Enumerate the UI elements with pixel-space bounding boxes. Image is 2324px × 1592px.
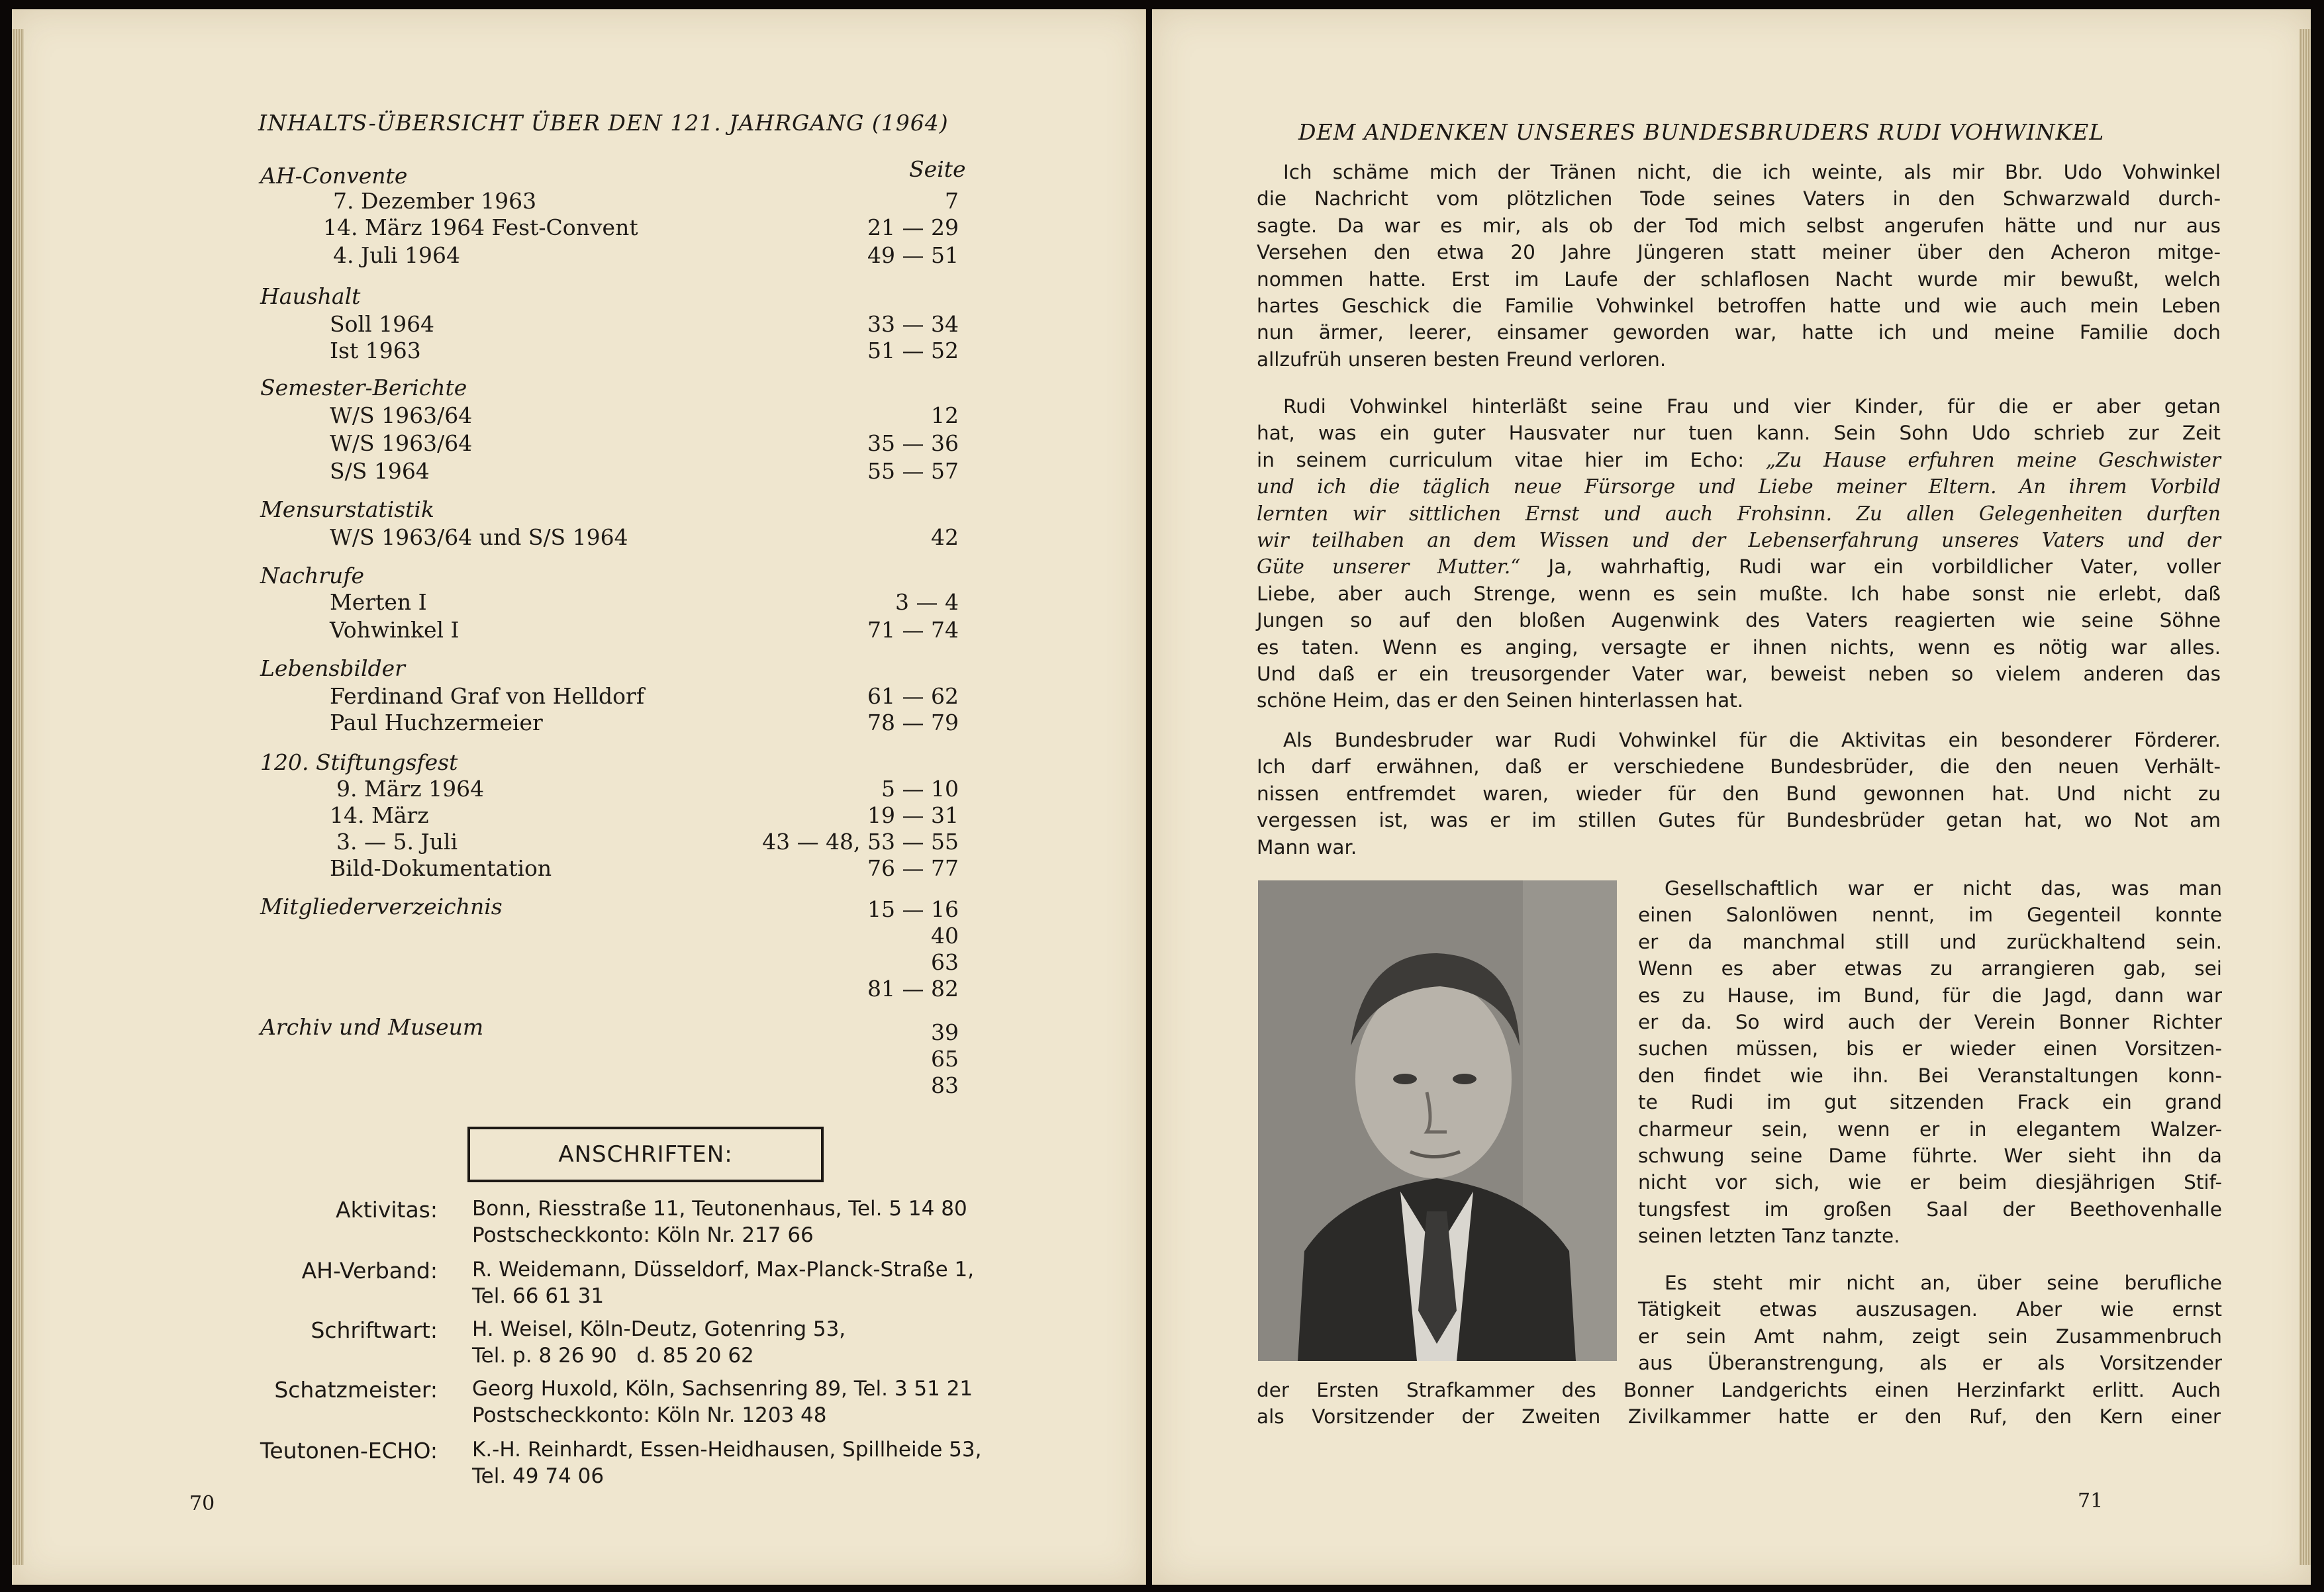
toc-entry-pages: 63 [931,949,959,975]
toc-entry-pages: 81 — 82 [867,976,959,1002]
page-number: 70 [189,1492,215,1515]
portrait-photo [1258,880,1617,1361]
toc-entry: S/S 1964 [330,458,430,484]
text-line: er da. So wird auch der Verein Bonner Richter [1638,1011,2222,1034]
toc-section-title: Semester-Berichte [260,375,467,400]
page-edge [12,29,24,1565]
page-edge [2299,29,2311,1565]
text-line: Ich schäme mich der Tränen nicht, die ich weinte, als mir Bbr. Udo Vohwinkel [1283,161,2221,183]
toc-entry-pages: 3 — 4 [895,589,959,615]
text-line: Liebe, aber auch Strenge, wenn es sein mußte. Ich habe sonst nie erlebt, daß [1257,582,2221,605]
toc-entry-pages: 76 — 77 [867,855,959,881]
toc-entry: W/S 1963/64 und S/S 1964 [330,524,628,550]
text-line: te Rudi im gut sitzenden Frack ein grand [1638,1091,2222,1114]
toc-entry-pages: 35 — 36 [867,430,959,456]
text-line: Als Bundesbruder war Rudi Vohwinkel für die Aktivitas ein besonderer Förderer. [1283,729,2221,751]
text-line: es taten. Wenn es anging, versagte er ihnen nichts, wenn es nötig war alles. [1257,635,2221,659]
toc-section-title: Mensurstatistik [260,496,434,522]
paragraph [1257,1377,2221,1430]
toc-section-title: Haushalt [260,283,361,309]
address-line: Tel. 49 74 06 [472,1464,605,1488]
toc-section-title: AH-Convente [260,163,408,189]
text-line: er sein Amt nahm, zeigt sein Zusammenbruch [1638,1325,2222,1348]
seite-label: Seite [909,156,966,182]
toc-entry-pages: 78 — 79 [867,710,959,735]
toc-entry-pages: 5 — 10 [881,776,959,802]
toc-entry: Ist 1963 [330,338,421,363]
toc-running-head: INHALTS-ÜBERSICHT ÜBER DEN 121. JAHRGANG (1964) [258,110,949,136]
toc-entry-pages: 42 [931,524,959,550]
text-line: vergessen ist, was er im stillen Gutes für Bundesbrüder getan hat, wo Not am [1257,809,2221,832]
left-page [12,9,1146,1585]
paragraph [1257,159,2221,373]
toc-entry-pages: 19 — 31 [867,802,959,828]
address-line: Tel. 66 61 31 [472,1284,605,1308]
text-line: als Vorsitzender der Zweiten Zivilkammer hatte er den Ruf, den Kern einer [1257,1405,2221,1428]
toc-section-title: 120. Stiftungsfest [260,749,458,775]
text-line: Rudi Vohwinkel hinterläßt seine Frau und vier Kinder, für die er aber getan [1283,395,2221,418]
portrait-illustration [1258,880,1617,1361]
toc-entry-pages: 51 — 52 [867,338,959,363]
toc-entry-pages: 49 — 51 [867,242,959,268]
toc-entry: 7. Dezember 1963 [333,188,537,214]
text-line: charmeur sein, wenn er in elegantem Walzer- [1638,1117,2222,1141]
toc-entry: Merten I [330,589,427,615]
toc-entry-pages: 7 [945,188,959,214]
text-line: Es steht mir nicht an, über seine berufliche [1665,1272,2222,1294]
toc-entry-pages: 21 — 29 [867,214,959,240]
text-line: nommen hatte. Erst im Laufe der schlaflosen Nacht wurde mir bewußt, welch [1257,267,2221,291]
address-label: Aktivitas: [336,1197,438,1223]
toc-entry: Paul Huchzermeier [330,710,543,735]
text-line: nissen entfremdet waren, wieder für den Bund gewonnen hat. Und nicht zu [1257,782,2221,805]
toc-entry: W/S 1963/64 [330,402,473,428]
text-line: aus Überanstrengung, als er als Vorsitzender [1638,1352,2222,1375]
toc-entry-pages: 40 [931,923,959,949]
text-line: er da manchmal still und zurückhaltend sein. [1638,930,2222,953]
quote-line: lernten wir sittlichen Ernst und auch Frohsinn. Zu allen Gelegenheiten durften [1257,502,2221,525]
text-line: suchen müssen, bis er wieder einen Vorsitzen- [1638,1037,2222,1060]
toc-entry: Ferdinand Graf von Helldorf [330,683,645,709]
address-line: H. Weisel, Köln-Deutz, Gotenring 53, [472,1317,846,1341]
address-line: R. Weidemann, Düsseldorf, Max-Planck-Straße 1, [472,1258,975,1282]
text-line: hat, was ein guter Hausvater nur tuen kann. Sein Sohn Udo schrieb zur Zeit [1257,422,2221,445]
text-line: Gesellschaftlich war er nicht das, was man [1665,877,2222,900]
paragraph [1257,727,2221,861]
text-line: Mann war. [1257,835,1357,859]
address-label: Schriftwart: [311,1317,438,1343]
address-line: K.-H. Reinhardt, Essen-Heidhausen, Spillheide 53, [472,1438,982,1462]
quote-line: wir teilhaben an dem Wissen und der Lebenserfahrung unseres Vaters und der [1257,529,2221,552]
paragraph [1257,393,2221,714]
text-line: hartes Geschick die Familie Vohwinkel betroffen hatte und wie auch mein Leben [1257,295,2221,318]
text-line: nicht vor sich, wie er beim diesjährigen Stif- [1638,1171,2222,1194]
text-line: schwung seine Dame führte. Wer sieht ihn da [1638,1145,2222,1168]
toc-entry: Bild-Dokumentation [330,855,552,881]
toc-entry: Soll 1964 [330,311,435,337]
text-line [1257,447,2221,473]
address-line: Tel. p. 8 26 90 d. 85 20 62 [472,1344,754,1368]
text-line: es zu Hause, im Bund, für die Jagd, dann war [1638,984,2222,1007]
text-line: Jungen so auf den bloßen Augenwink des Vaters reagierten wie seine Söhne [1257,609,2221,632]
text-line: Tätigkeit etwas auszusagen. Aber wie ernst [1638,1298,2222,1321]
toc-entry-pages: 61 — 62 [867,683,959,709]
paragraph [1638,875,2222,1250]
text-line: seinen letzten Tanz tanzte. [1638,1225,1900,1248]
text-line: allzufrüh unseren besten Freund verloren. [1257,348,1667,371]
address-line: Georg Huxold, Köln, Sachsenring 89, Tel. 3 51 21 [472,1377,973,1401]
text-line: der Ersten Strafkammer des Bonner Landgerichts einen Herzinfarkt erlitt. Auch [1257,1379,2221,1401]
toc-entry-pages: 71 — 74 [867,617,959,643]
text-line: Und daß er ein treusorgender Vater war, beweist neben so vielem anderen das [1257,663,2221,686]
anschriften-title: ANSCHRIFTEN: [558,1141,733,1168]
text-line: Ich darf erwähnen, daß er verschiedene Bundesbrüder, die den neuen Verhält- [1257,755,2221,778]
address-line: Postscheckkonto: Köln Nr. 217 66 [472,1223,814,1247]
toc-section-title: Archiv und Museum [260,1014,484,1040]
toc-entry: 14. März 1964 Fest-Convent [323,214,638,240]
toc-entry: 9. März 1964 [336,776,485,802]
toc-entry: 4. Juli 1964 [333,242,461,268]
text-fragment: Ja, wahrhaftig, Rudi war ein vorbildlicher Vater, voller [1520,555,2221,579]
toc-entry: 3. — 5. Juli [336,829,458,855]
toc-entry-pages: 83 [931,1072,959,1098]
text-line [1257,553,2221,580]
toc-entry: Vohwinkel I [330,617,460,643]
toc-section-title: Nachrufe [260,563,365,588]
right-page [1152,9,2311,1585]
toc-entry-pages: 55 — 57 [867,458,959,484]
toc-entry-pages: 12 [931,402,959,428]
address-label: Schatzmeister: [274,1377,438,1403]
toc-entry: W/S 1963/64 [330,430,473,456]
text-line: die Nachricht vom plötzlichen Tode seines Vaters in den Schwarzwald durch- [1257,187,2221,211]
text-line: nun ärmer, leerer, einsamer geworden war, hatte ich und meine Familie doch [1257,321,2221,344]
quote-fragment: Güte unserer Mutter.“ [1257,555,1521,579]
text-line: den findet wie ihn. Bei Veranstaltungen konn- [1638,1064,2222,1087]
toc-section-title: Lebensbilder [260,655,405,681]
text-line: Versehen den etwa 20 Jahre Jüngeren statt meiner über den Acheron mitge- [1257,241,2221,264]
address-line: Bonn, Riesstraße 11, Teutonenhaus, Tel. 5 14 80 [472,1197,967,1221]
text-line: tungsfest im großen Saal der Beethovenhalle [1638,1197,2222,1221]
text-line: schöne Heim, das er den Seinen hinterlassen hat. [1257,689,1744,712]
toc-entry-pages: 43 — 48, 53 — 55 [762,829,959,855]
address-line: Postscheckkonto: Köln Nr. 1203 48 [472,1403,827,1427]
article-running-head: DEM ANDENKEN UNSERES BUNDESBRUDERS RUDI VOHWINKEL [1298,119,2105,145]
toc-entry-pages: 65 [931,1046,959,1072]
anschriften-box [467,1127,824,1182]
toc-entry: 14. März [330,802,429,828]
text-line: einen Salonlöwen nennt, im Gegenteil konnte [1638,904,2222,927]
text-line: sagte. Da war es mir, als ob der Tod mich selbst angerufen hätte und nur aus [1257,214,2221,237]
address-label: AH-Verband: [301,1258,438,1284]
address-label: Teutonen-ECHO: [260,1438,438,1464]
page-number: 71 [2078,1489,2104,1513]
text-line: Wenn es aber etwas zu arrangieren gab, sei [1638,957,2222,980]
toc-section-title: Mitgliederverzeichnis [260,894,503,919]
toc-entry-pages: 39 [931,1019,959,1045]
toc-entry-pages: 33 — 34 [867,311,959,337]
quote-line: und ich die täglich neue Fürsorge und Liebe meiner Eltern. An ihrem Vorbild [1257,475,2221,498]
text-fragment: in seinem curriculum vitae hier im Echo: [1257,448,1766,471]
paragraph [1638,1270,2222,1377]
toc-entry-pages: 15 — 16 [867,896,959,922]
quote-fragment: „Zu Hause erfuhren meine Geschwister [1765,448,2221,471]
